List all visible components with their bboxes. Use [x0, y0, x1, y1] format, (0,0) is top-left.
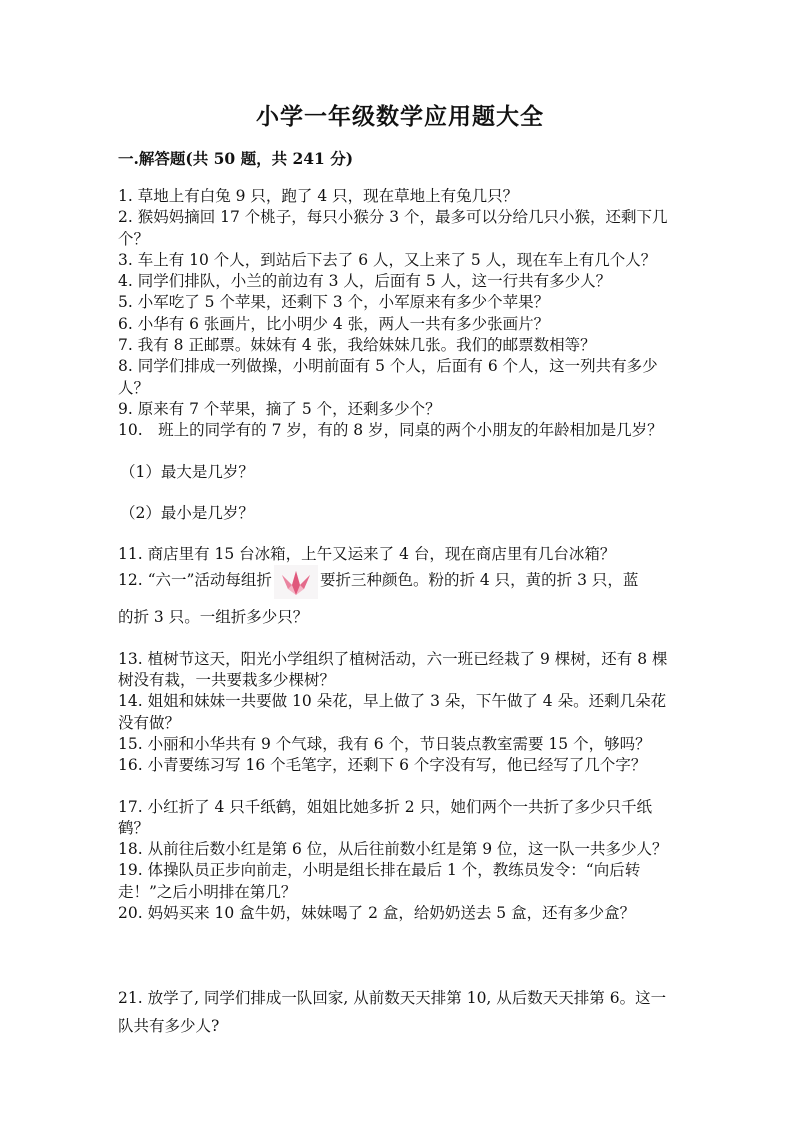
question-13-line-1: 13. 植树节这天，阳光小学组织了植树活动，六一班已经栽了 9 棵树，还有 8 棵	[118, 649, 668, 668]
question-17-line-2: 鹤？	[118, 818, 150, 837]
question-8-line-1: 8. 同学们排成一列做操，小明前面有 5 个人，后面有 6 个人，这一列共有多少	[118, 357, 658, 376]
question-9: 9. 原来有 7 个苹果，摘了 5 个，还剩多少个？	[118, 399, 441, 418]
question-6: 6. 小华有 6 张画片，比小明少 4 张，两人一共有多少张画片？	[118, 314, 550, 333]
question-14-line-2: 没有做？	[118, 713, 181, 732]
spacer	[118, 442, 688, 462]
question-12-text-after: 要折三种颜色。粉的折 4 只，黄的折 3 只，蓝	[319, 571, 639, 590]
spacer	[118, 974, 688, 988]
question-12-text-before: 12. “六一”活动每组折	[118, 571, 272, 590]
question-21-line-2: 队共有多少人?	[118, 1016, 220, 1035]
question-5: 5. 小军吃了 5 个苹果，还剩下 3 个，小军原来有多少个苹果？	[118, 293, 550, 312]
question-list	[118, 186, 688, 1037]
question-19-line-2: 走！”之后小明排在第几？	[118, 882, 297, 901]
question-10-part-1: （1）最大是几岁？	[120, 462, 254, 481]
spacer	[118, 924, 688, 974]
spacer	[118, 777, 688, 797]
question-20: 20. 妈妈买来 10 盒牛奶，妹妹喝了 2 盒，给奶奶送去 5 盒，还有多少盒？	[118, 904, 636, 923]
question-15: 15. 小丽和小华共有 9 个气球，我有 6 个，节日装点教室需要 15 个，够吗？	[118, 734, 651, 753]
question-3: 3. 车上有 10 个人，到站后下去了 6 人，又上来了 5 人，现在车上有几个人？	[118, 250, 657, 269]
question-8-line-2: 人？	[118, 378, 150, 397]
question-18: 18. 从前往后数小红是第 6 位，从后往前数小红是第 9 位，这一队一共多少人？	[118, 840, 668, 859]
question-12-line-1	[118, 565, 688, 599]
section-heading: 一.解答题(共 50 题，共 241 分)	[118, 149, 354, 168]
page-title: 小学一年级数学应用题大全	[256, 103, 544, 130]
question-21-line-1: 21. 放学了, 同学们排成一队回家, 从前数天天排第 10, 从后数天天排第 6。这一	[118, 989, 667, 1008]
question-16: 16. 小青要练习写 16 个毛笔字，还剩下 6 个字没有写，他已经写了几个字？	[118, 756, 647, 775]
question-7: 7. 我有 8 正邮票。妹妹有 4 张，我给妹妹几张。我们的邮票数相等？	[118, 336, 596, 355]
question-10: 10. 班上的同学有的 7 岁，有的 8 岁，同桌的两个小朋友的年龄相加是几岁？	[118, 421, 663, 440]
spacer	[118, 524, 688, 544]
question-1: 1. 草地上有白兔 9 只，跑了 4 只，现在草地上有兔几只？	[118, 187, 519, 205]
question-17-line-1: 17. 小红折了 4 只千纸鹤，姐姐比她多折 2 只，她们两个一共折了多少只千纸	[118, 797, 653, 816]
question-19-line-1: 19. 体操队员正步向前走，小明是组长排在最后 1 个，教练员发令：“向后转	[118, 861, 641, 880]
question-10-part-2: （2）最小是几岁？	[120, 503, 254, 522]
question-13-line-2: 树没有栽，一共要栽多少棵树？	[118, 671, 336, 690]
question-4: 4. 同学们排队，小兰的前边有 3 人，后面有 5 人，这一行共有多少人？	[118, 272, 612, 291]
spacer	[118, 483, 688, 503]
paper-crane-icon	[274, 565, 318, 599]
spacer	[118, 629, 688, 649]
question-2-line-2: 个？	[118, 229, 150, 248]
question-14-line-1: 14. 姐姐和妹妹一共要做 10 朵花，早上做了 3 朵，下午做了 4 朵。还剩几朵花	[118, 692, 667, 711]
question-11: 11. 商店里有 15 台冰箱，上午又运来了 4 台，现在商店里有几台冰箱？	[118, 545, 616, 564]
question-12-line-2: 的折 3 只。一组折多少只？	[118, 608, 309, 627]
question-2-line-1: 2. 猴妈妈摘回 17 个桃子，每只小猴分 3 个，最多可以分给几只小猴，还剩下几	[118, 208, 668, 227]
